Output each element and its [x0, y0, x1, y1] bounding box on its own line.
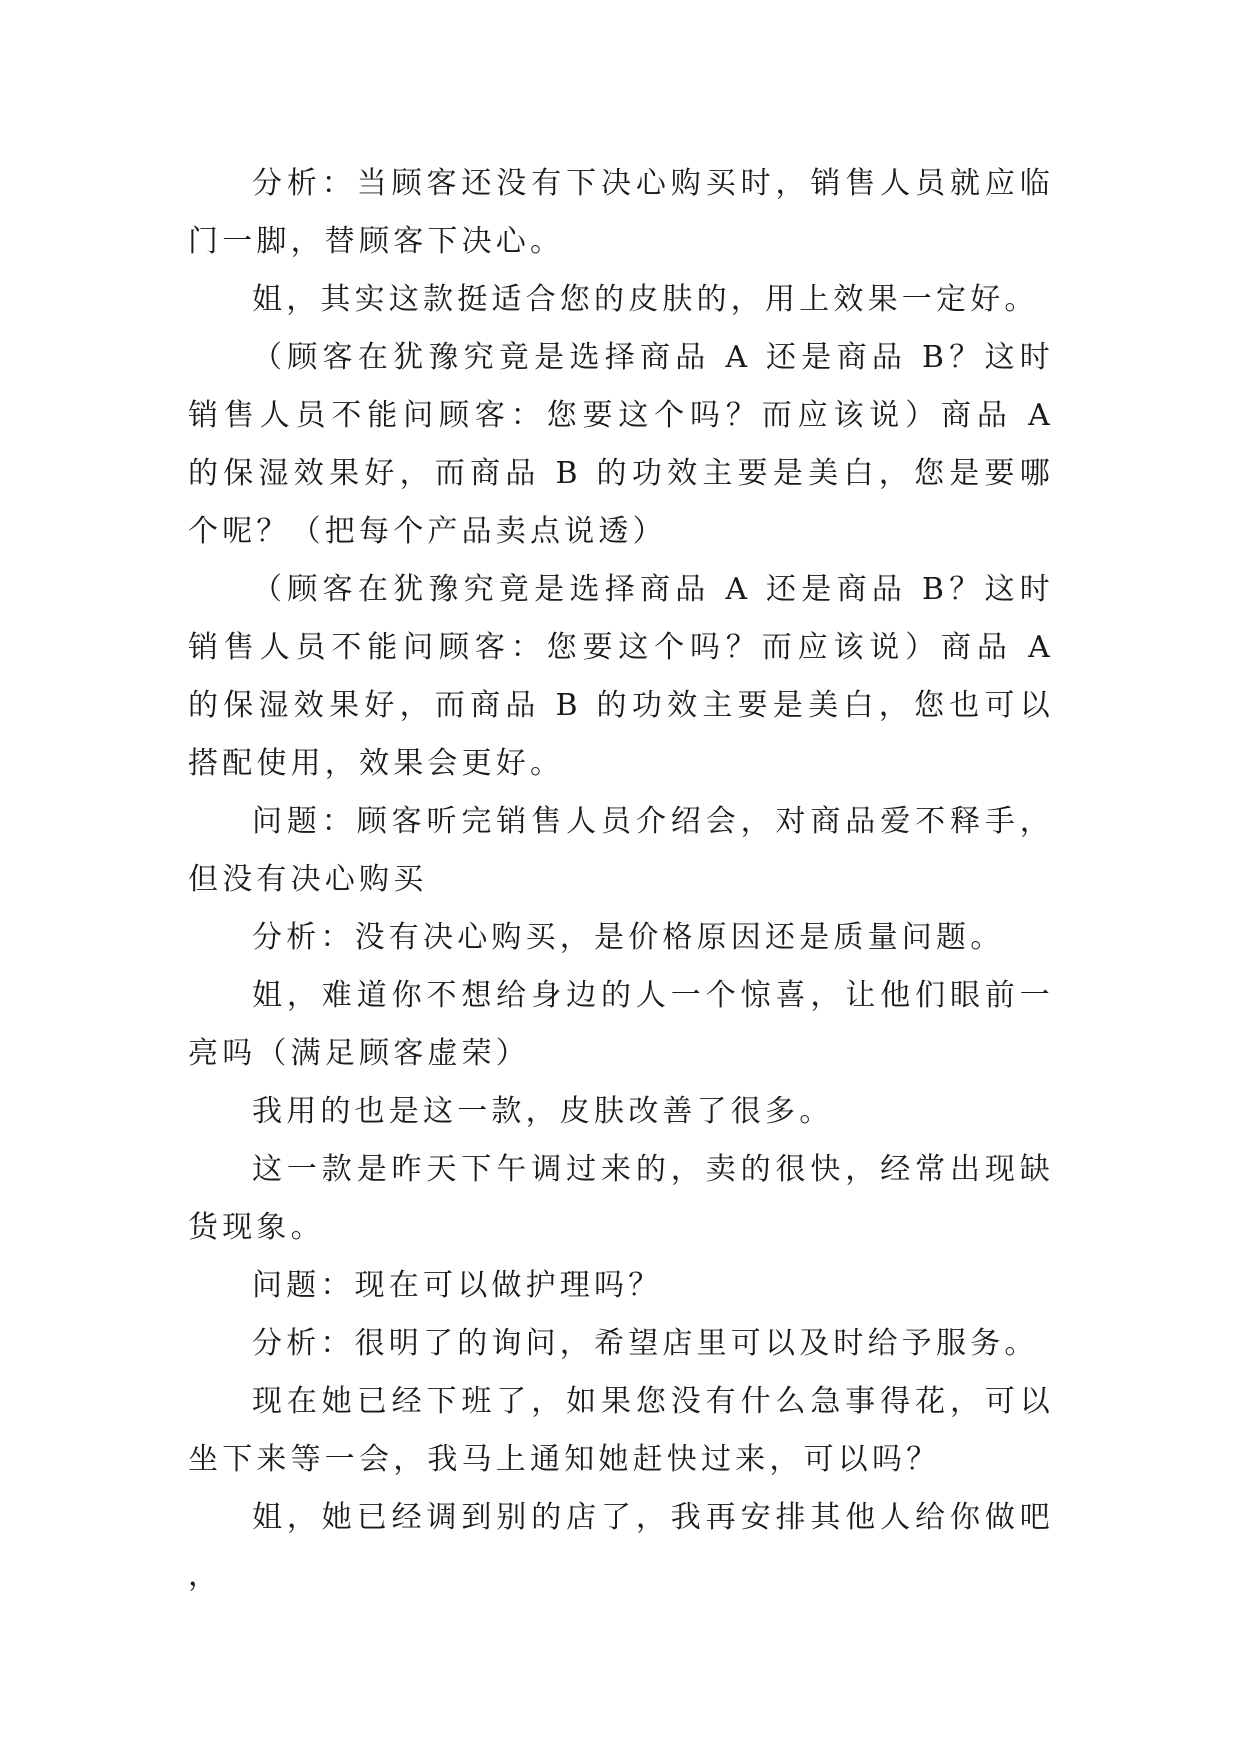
paragraph-analysis-decide: 分析：当顾客还没有下决心购买时，销售人员就应临门一脚，替顾客下决心。 [188, 166, 1054, 259]
paragraph-script-suitable: 姐，其实这款挺适合您的皮肤的，用上效果一定好。 [252, 282, 1039, 317]
paragraph-analysis-timely-service: 分析：很明了的询问，希望店里可以及时给予服务。 [252, 1326, 1039, 1361]
paragraph-analysis-price-quality: 分析：没有决心购买，是价格原因还是质量问题。 [252, 920, 1005, 955]
paragraph-script-off-duty: 现在她已经下班了，如果您没有什么急事得花，可以坐下来等一会，我马上通知她赶快过来，可以吗？ [188, 1384, 1054, 1477]
paragraph-choose-product-combine: （顾客在犹豫究竟是选择商品 A 还是商品 B？这时销售人员不能问顾客：您要这个吗？而应该说）商品 A 的保湿效果好，而商品 B 的功效主要是美白，您也可以搭配使用，效果会更好。 [188, 572, 1054, 781]
paragraph-question-care-now: 问题：现在可以做护理吗？ [252, 1268, 663, 1303]
document-body [188, 155, 1054, 1605]
paragraph-script-surprise: 姐，难道你不想给身边的人一个惊喜，让他们眼前一亮吗（满足顾客虚荣） [188, 978, 1054, 1071]
paragraph-script-out-of-stock: 这一款是昨天下午调过来的，卖的很快，经常出现缺货现象。 [188, 1152, 1054, 1245]
paragraph-script-transferred: 姐，她已经调到别的店了，我再安排其他人给你做吧， [188, 1500, 1054, 1593]
paragraph-question-hesitant: 问题：顾客听完销售人员介绍会，对商品爱不释手，但没有决心购买 [188, 804, 1054, 897]
paragraph-choose-product-which: （顾客在犹豫究竟是选择商品 A 还是商品 B？这时销售人员不能问顾客：您要这个吗？而应该说）商品 A 的保湿效果好，而商品 B 的功效主要是美白，您是要哪个呢？（把每个产品卖点说透） [188, 340, 1054, 549]
paragraph-script-i-use-it: 我用的也是这一款，皮肤改善了很多。 [252, 1094, 834, 1129]
